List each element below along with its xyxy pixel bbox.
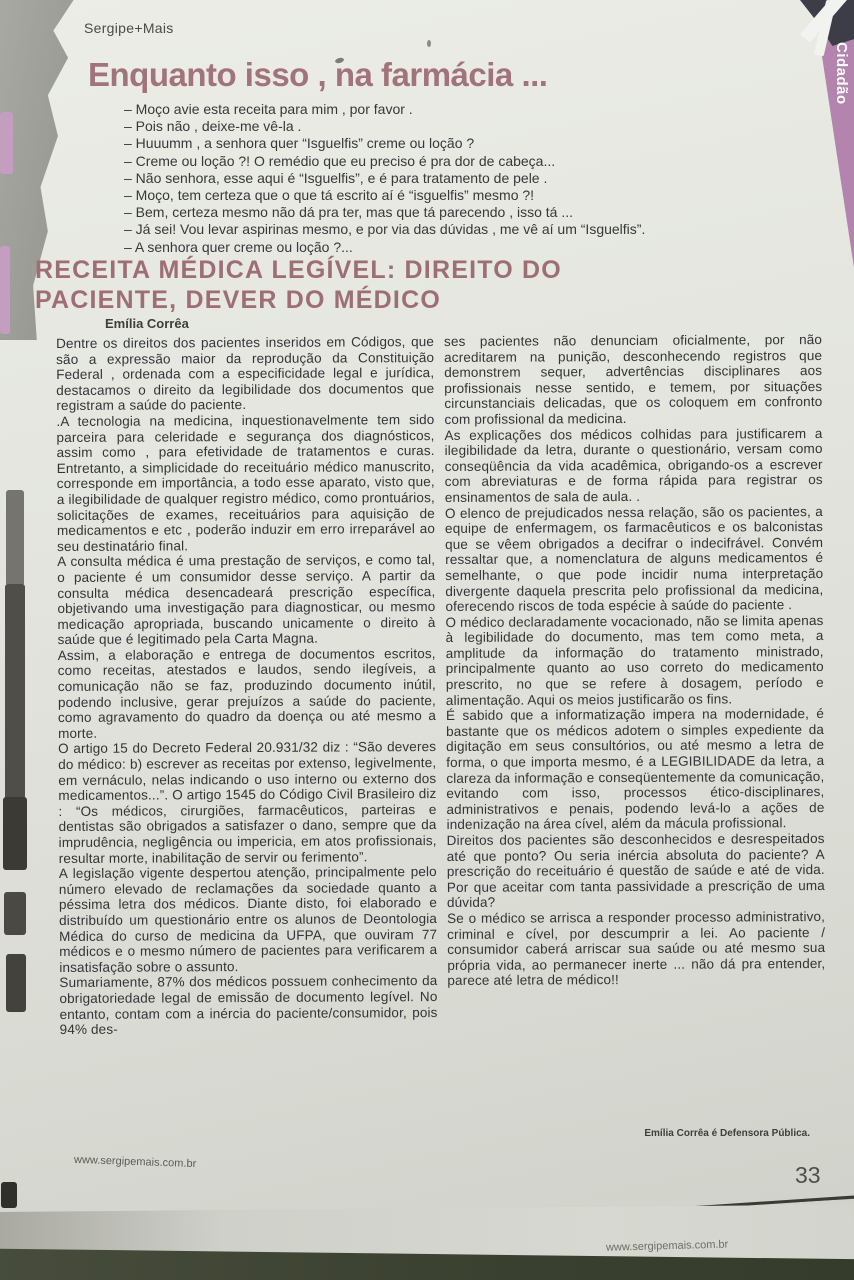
ink-speck <box>427 40 431 47</box>
masthead: Sergipe+Mais <box>84 20 174 36</box>
dialogue-line: – Bem, certeza mesmo não dá pra ter, mas que tá parecendo , isso tá ... <box>124 204 574 221</box>
footer-website-url: www.sergipemais.com.br <box>73 1153 197 1171</box>
binding-mark <box>4 892 26 935</box>
humor-title: Enquanto isso , na farmácia ... <box>88 56 548 93</box>
paragraph: ses pacientes não denunciam oficialmente, por não acreditarem na punição, desconhecendo registros que demonstrem sequer, advertências disciplinares aos profissionais nesse sentido, e temem, por situações circunstanciais delicadas, que os coloquem em confronto com profissional da medicina. <box>443 331 823 427</box>
paragraph: Direitos dos pacientes são desconhecidos e desrespeitados até que ponto? Ou seria inércia absoluta do paciente? A prescrição do receituário é questão de saúde e até de vida. Por que aceitar com tanta passividade a prescrição de uma dúvida? <box>446 830 825 911</box>
paragraph: As explicações dos médicos colhidas para justificarem a ilegibilidade da letra, durante o questionário, versam como conseqüência da vida acadêmica, obrigando-os a escrever com abreviaturas e de forma rápida para registrar os ensinamentos de sala de aula. . <box>444 425 823 505</box>
underlying-page-sliver <box>0 246 10 334</box>
paragraph: Dentre os direitos dos pacientes inseridos em Códigos, que são a expressão maior da reprodução da Constituição Federal , ordenada com a especificidade legal e jurídica, destacamos o direito da legibilidade dos documentos que registram a saúde do paciente. <box>56 334 435 414</box>
paragraph: .A tecnologia na medicina, inquestionavelmente tem sido parceira para celeridade e segurança dos diagnósticos, assim como , para efetividade de tratamentos e curas. Entretanto, a simplicidade do receituário médico manuscrito, corresponde em importância, a todo esse aparato, visto que, a ilegibilidade de qualquer registro médico, como prontuários, solicitações de exames, receituários para aquisição de medicamentos e etc , poderão induzir em erro irreparável ao seu destinatário final. <box>56 411 436 554</box>
dialogue-line: – Moço, tem certeza que o que tá escrito aí é “isguelfis” mesmo ?! <box>124 187 535 204</box>
underlying-page-sliver <box>0 112 13 174</box>
paragraph: É sabido que a informatização impera na modernidade, é bastante que os médicos adotem o simples expediente da digitação em seus consultórios, ou até mesmo a letra de forma, o que importa mesmo, é a LEGIBILIDADE da letra, a clareza da informação e conseqüentemente da comunicação, evitando com isso, processos ético-disciplinares, administrativos e penais, podendo levá-lo a ações de indenização na área cível, além da mácula profissional. <box>445 706 825 833</box>
binding-mark <box>5 584 25 800</box>
article-title <box>35 255 562 315</box>
paragraph: O artigo 15 do Decreto Federal 20.931/32 diz : “São deveres do médico: b) escrever as receitas por extenso, legivelmente, em vernáculo, nelas indicando o uso interno ou externo dos medicamentos...”. O artigo 1545 do Código Civil Brasileiro diz : “Os médicos, cirurgiões, farmacêuticos, parteiras e dentistas são obrigados a satisfazer o dano, sempre que da imprudência, negligência ou impericia, em atos profissionais, resultar morte, inabilitação de servir ou ferimento”. <box>58 739 437 866</box>
dialogue-line: – Moço avie esta receita para mim , por favor . <box>124 101 413 117</box>
paragraph: Sumariamente, 87% dos médicos possuem conhecimento da obrigatoriedade legal de emissão de documento legível. No entanto, contam com a inércia do paciente/consumidor, pois 94% des- <box>59 973 438 1038</box>
article-column-left <box>56 334 438 1038</box>
underpage-website-url: www.sergipemais.com.br <box>605 1238 729 1254</box>
binding-mark <box>6 954 26 1012</box>
paragraph: Assim, a elaboração e entrega de documentos escritos, como receitas, atestados e laudos, sendo ilegíveis, a comunicação não se faz, produzindo documento inútil, podendo inclusive, gerar prejuízos a saúde do paciente, como agravamento do quadro da doença ou até mesmo a morte. <box>57 645 437 741</box>
article-body <box>56 332 830 1038</box>
paragraph: A legislação vigente despertou atenção, principalmente pelo número elevado de reclamações da sociedade quanto a péssima letra dos médicos. Diante disto, foi elaborado e distribuído um questionário entre os alunos de Deontologia Médica do curso de medicina da UFPA, que ouviram 77 médicos e o mesmo número de pacientes para verificarem a insatisfação sobre o assunto. <box>58 864 438 975</box>
article-title-line2: PACIENTE, DEVER DO MÉDICO <box>35 286 441 314</box>
paragraph: O elenco de prejudicados nessa relação, são os pacientes, a equipe de enfermagem, os farmacêuticos e os balconistas que se vêem obrigados a decifrar o indecifrável. Convém ressaltar que, a nomenclatura de alguns medicamentos é semelhante, o que pode incidir numa interpretação divergente daquela prescrita pelo profissional da medicina, oferecendo riscos de toda espécie à saúde do paciente . <box>444 503 824 615</box>
dialogue-line: – Não senhora, esse aqui é “Isguelfis”, e é para tratamento de pele . <box>124 169 548 186</box>
article-column-right <box>444 332 826 1036</box>
dialogue-block <box>124 101 774 256</box>
binding-mark <box>6 490 24 586</box>
paragraph: A consulta médica é uma prestação de serviços, e como tal, o paciente é um consumidor desse serviço. A partir da consulta médica desencadeará prescrição específica, objetivando uma investigação para diagnosticar, ou mesmo medicação apropriada, buscando unicamente o direito à saúde que é legitimado pela Carta Magna. <box>57 552 436 648</box>
paragraph: O médico declaradamente vocacionado, não se limita apenas à legibilidade do documento, mas tem como meta, a amplitude da informação do tratamento ministrado, principalmente quanto ao uso correto do medicamento prescrito, no que se refere à dosagem, período e alimentação. Aqui os meios justificarão os fins. <box>445 612 824 708</box>
binding-mark <box>3 797 27 870</box>
dialogue-line: – Pois não , deixe-me vê-la . <box>124 118 302 135</box>
page-number: 33 <box>795 1162 821 1188</box>
article-byline: Emília Corrêa <box>105 316 189 331</box>
dialogue-line: – Já sei! Vou levar aspirinas mesmo, e por via das dúvidas , me vê aí um “Isguelfis”. <box>124 221 646 238</box>
article-title-line1: RECEITA MÉDICA LEGÍVEL: DIREITO DO <box>35 256 562 284</box>
author-signature: Emília Corrêa é Defensora Pública. <box>644 1128 810 1139</box>
paragraph: Se o médico se arrisca a responder processo administrativo, criminal e cível, por descumprir a lei. Ao paciente / consumidor caberá arriscar sua saúde ou até mesmo sua própria vida, ao permanecer inerte ... não dá pra entender, parece até letra de médico!! <box>447 908 826 989</box>
dialogue-line: – A senhora quer creme ou loção ?... <box>124 238 353 255</box>
dialogue-line: – Creme ou loção ?! O remédio que eu preciso é pra dor de cabeça... <box>124 152 556 169</box>
dialogue-line: – Huuumm , a senhora quer “Isguelfis” creme ou loção ? <box>124 135 475 152</box>
section-tab-label: Cidadão <box>833 42 850 105</box>
